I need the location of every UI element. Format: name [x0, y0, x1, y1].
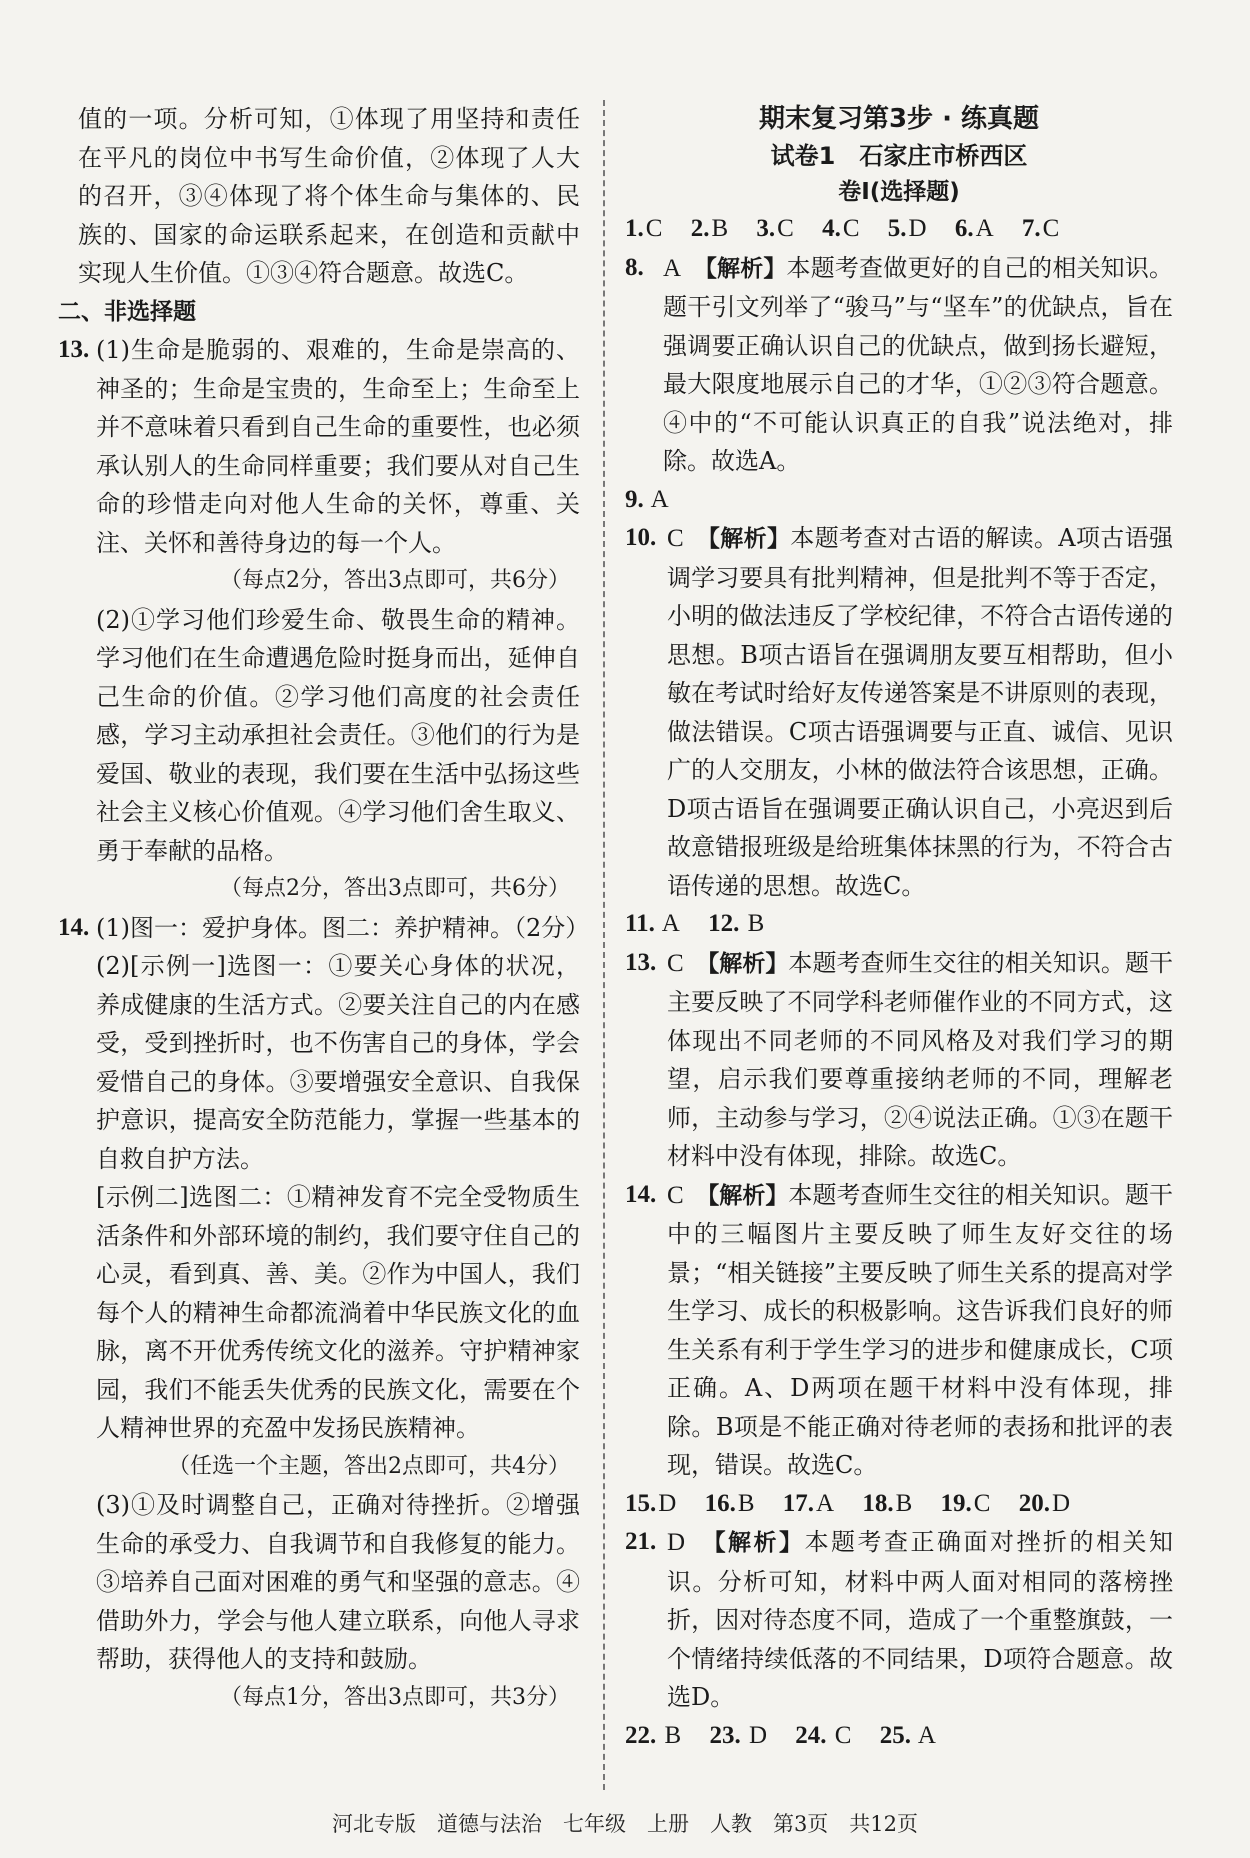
- q13-analysis: 本题考查师生交往的相关知识。题干主要反映了不同学科老师催作业的不同方式，这体现出不同老师的不同风格及对我们学习的期望，启示我们要尊重接纳老师的不同，理解老师，主动参与学习，②④说法正确。①③在题干材料中没有体现，排除。故选C。: [667, 948, 1174, 1170]
- q13-number: 13.: [625, 948, 657, 976]
- answer-item: 25. A: [879, 1721, 936, 1749]
- answer-item: 12. B: [708, 910, 765, 937]
- q14-part2-score: （任选一个主题，答出2点即可，共4分）: [168, 1453, 570, 1479]
- answer-item: 17.A: [782, 1489, 835, 1517]
- paper-title: 试卷1 石家庄市桥西区: [770, 142, 1028, 170]
- part-title: 卷Ⅰ(选择题): [838, 179, 960, 205]
- q10-analysis: 本题考查对古语的解读。A项古语强调学习要具有批判精神，但是批判不等于否定，小明的做法违反了学校纪律，不符合古语传递的思想。B项古语旨在强调朋友要互相帮助，但小敏在考试时给好友传递答案是不讲原则的表现，做法错误。C项古语强调要与正直、诚信、见识广的人交朋友，小林的做法符合该思想，正确。D项古语旨在强调要正确认识自己，小亮迟到后故意错报班级是给班集体抹黑的行为，不符合古语传递的思想。故选C。: [667, 524, 1174, 900]
- q14-number: 14.: [58, 913, 90, 941]
- q14-choice-answer: [625, 1176, 1173, 1485]
- q13-number: 13.: [58, 336, 90, 363]
- q14-part3: (3)①及时调整自己，正确对待挫折。②增强生命的承受力、自我调节和自我修复的能力。③培养自己面对困难的勇气和坚强的意志。④借助外力，学会与他人建立联系，向他人寻求帮助，获得他人的支持和鼓励。: [96, 1491, 580, 1673]
- analysis-label: 【解析】: [705, 255, 787, 282]
- answer-item: 5.D: [887, 215, 927, 242]
- answer-item: 1.C: [625, 215, 663, 242]
- q13-choice: C: [667, 949, 684, 977]
- q13-part2: (2)①学习他们珍爱生命、敬畏生命的精神。学习他们在生命遭遇危险时挺身而出，延伸自己生命的价值。②学习他们高度的社会责任感，学习主动承担社会责任。③他们的行为是爱国、敬业的表现，我们要在生活中弘扬这些社会主义核心价值观。④学习他们舍生取义、勇于奉献的品格。: [96, 605, 580, 865]
- q13-part2-score: （每点2分，答出3点即可，共6分）: [220, 876, 570, 901]
- answer-item: 11. A: [625, 910, 680, 937]
- answer-item: 23. D: [709, 1721, 767, 1749]
- section-heading-nonchoice: 二、非选择题: [58, 298, 196, 325]
- answers-15-20: [625, 1485, 1173, 1524]
- answer-item: 4.C: [822, 215, 860, 242]
- q8-number: 8.: [625, 253, 644, 281]
- q8-choice: A: [663, 254, 682, 282]
- q8-analysis: 本题考查做更好的自己的相关知识。题干引文列举了“骏马”与“坚车”的优缺点，旨在强调要正确认识自己的优缺点，做到扬长避短，最大限度地展示自己的才华，①②③符合题意。④中的“不可能认识真正的自我”说法绝对，排除。故选A。: [663, 253, 1174, 475]
- analysis-label: 【解析】: [708, 526, 791, 552]
- answer-item: 3.C: [756, 215, 794, 242]
- answer-item: 16.B: [704, 1489, 755, 1517]
- q21-answer: [625, 1523, 1173, 1717]
- section-title: 期末复习第3步 · 练真题: [758, 104, 1040, 134]
- q14-analysis: 本题考查师生交往的相关知识。题干中的三幅图片主要反映了师生友好交往的场景；“相关链接”主要反映了师生关系的提高对学生学习、成长的积极影响。这告诉我们良好的师生关系有利于学生学习的进步和健康成长，C项正确。A、D两项在题干材料中没有体现，排除。B项是不能正确对待老师的表扬和批评的表现，错误。故选C。: [667, 1180, 1174, 1479]
- q14-part1: (1)图一：爱护身体。图二：养护精神。（2分）: [96, 913, 590, 942]
- answer-item: 24. C: [795, 1721, 852, 1749]
- answers-11-12: [625, 905, 1173, 944]
- answers-1-7: [625, 210, 1173, 249]
- right-column: [625, 100, 1173, 1755]
- answer-item: 15.D: [625, 1489, 677, 1517]
- q14-part3-score: （每点1分，答出3点即可，共3分）: [220, 1684, 570, 1710]
- answer-item: 7.C: [1021, 215, 1060, 242]
- q21-number: 21.: [625, 1528, 657, 1555]
- q13-choice-answer: [625, 944, 1173, 1176]
- q13-answer: [58, 331, 580, 909]
- answer-item: 20.D: [1018, 1489, 1070, 1517]
- analysis-label: 【解析】: [707, 950, 789, 977]
- q12-continuation: 值的一项。分析可知，①体现了用坚持和责任在平凡的岗位中书写生命价值，②体现了人大的召开，③④体现了将个体生命与集体的、民族的、国家的命运联系起来，在创造和贡献中实现人生价值。①③④符合题意。故选C。: [78, 105, 580, 287]
- q14-part2-example2: [示例二]选图二：①精神发育不完全受物质生活条件和外部环境的制约，我们要守住自己的心灵，看到真、善、美。②作为中国人，我们每个人的精神生命都流淌着中华民族文化的血脉，离不开优秀传统文化的滋养。守护精神家园，我们不能丢失优秀的民族文化，需要在个人精神世界的充盈中发扬民族精神。: [96, 1183, 580, 1442]
- analysis-label: 【解析】: [707, 1182, 789, 1209]
- q14-answer: [58, 909, 590, 1718]
- q21-choice: D: [667, 1529, 686, 1556]
- q14-choice: C: [667, 1181, 684, 1209]
- answer-item: 19.C: [940, 1489, 991, 1517]
- q13-part1: (1)生命是脆弱的、艰难的，生命是崇高的、神圣的；生命是宝贵的，生命至上；生命至上并不意味着只看到自己生命的重要性，也必须承认别人的生命同样重要；我们要从对自己生命的珍惜走向对他人生命的关怀，尊重、关注、关怀和善待身边的每一个人。: [96, 336, 580, 557]
- left-column: [58, 100, 590, 1717]
- q21-analysis: 本题考查正确面对挫折的相关知识。分析可知，材料中两人面对相同的落榜挫折，因对待态度不同，造成了一个重整旗鼓，一个情绪持续低落的不同结果，D项符合题意。故选D。: [667, 1528, 1174, 1711]
- q10-answer: [625, 519, 1173, 905]
- q13-part1-score: （每点2分，答出3点即可，共6分）: [220, 568, 570, 593]
- q14-part2-example1: (2)[示例一]选图一：①要关心身体的状况，养成健康的生活方式。②要关注自己的内在感受，受到挫折时，也不伤害自己的身体，学会爱惜自己的身体。③要增强安全意识、自我保护意识，提高安全防范能力，掌握一些基本的自救自护方法。: [96, 952, 580, 1173]
- answer-item: 18.B: [862, 1489, 913, 1517]
- page-footer: 河北专版 道德与法治 七年级 上册 人教 第3页 共12页: [331, 1812, 919, 1836]
- answer-item: 2.B: [690, 215, 729, 242]
- q8-answer: [625, 249, 1173, 481]
- answers-22-25: [625, 1717, 1173, 1756]
- q14-number: 14.: [625, 1180, 657, 1208]
- q10-choice: C: [667, 525, 684, 552]
- answer-item: 22. B: [625, 1721, 682, 1749]
- analysis-label: 【解析】: [714, 1530, 805, 1556]
- q10-number: 10.: [625, 524, 657, 551]
- column-divider: [603, 100, 605, 1790]
- answer-9: 9. A: [625, 485, 669, 513]
- answer-item: 6.A: [954, 215, 994, 242]
